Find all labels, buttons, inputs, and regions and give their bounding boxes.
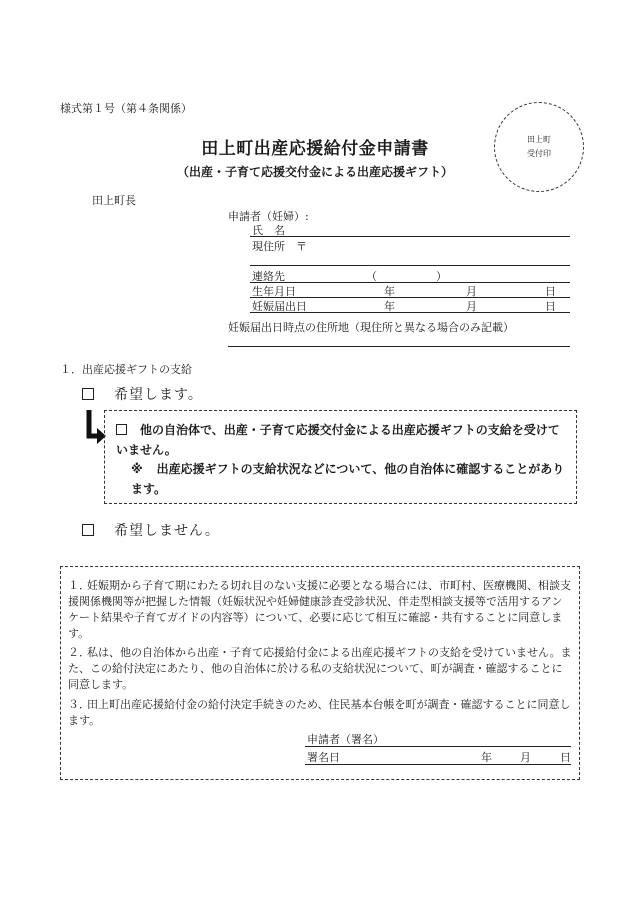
contact-paren-open: （ [366, 270, 377, 283]
note-text: 出産応援ギフトの支給状況などについて、他の自治体に確認することがあります。 [131, 462, 565, 496]
option-wish[interactable] [82, 384, 203, 404]
wish-checkbox[interactable] [82, 388, 94, 400]
stamp-line-1: 田上町 [527, 135, 551, 145]
address-field[interactable] [250, 265, 570, 266]
page-title: 田上町出産応援給付金申請書 [201, 139, 429, 159]
signature-field[interactable] [305, 746, 571, 747]
preg-day-label: 日 [545, 300, 556, 313]
sub-option-checkbox[interactable] [116, 424, 127, 435]
note-mark: ※ [131, 462, 143, 476]
birth-year-label: 年 [384, 285, 395, 298]
consent-item [68, 697, 573, 729]
consent-item [68, 578, 573, 642]
sub-option-label: 他の自治体で、出産・子育て応援交付金による出産応援ギフトの支給を受けていません。 [116, 423, 560, 457]
birth-month-label: 月 [466, 285, 477, 298]
sub-option-note [131, 459, 569, 499]
sign-day-label: 日 [560, 751, 571, 764]
name-label: 氏 名 [252, 224, 285, 237]
consent-box [60, 566, 580, 780]
birthdate-label: 生年月日 [252, 285, 296, 298]
form-number: 様式第１号（第４条関係） [60, 102, 192, 115]
consent-item-text: 妊娠期から子育て期にわたる切れ目のない支援に必要となる場合には、市町村、医療機関、相談支援関係機関等が把握した情報（妊娠状況や妊婦健康診査受診状況、伴走型相談支援等で活用するアンケート結果や子育てガイドの内容等）について、必要に応じて相互に確認・共有することに同意します。 [68, 579, 571, 640]
birth-day-label: 日 [545, 285, 556, 298]
preg-year-label: 年 [384, 300, 395, 313]
pregnancy-date-field[interactable] [250, 312, 570, 313]
sub-option[interactable] [116, 420, 571, 460]
consent-item-number: １． [68, 579, 90, 592]
consent-item-text: 私は、他の自治体から出産・子育て応援給付金による出産応援ギフトの支給を受けていません。また、この給付決定にあたり、他の自治体に於ける私の支給状況について、町が調査・確認することに同意します。 [68, 646, 572, 691]
residence-field[interactable] [228, 346, 570, 347]
residence-note: 妊娠届出日時点の住所地（現住所と異なる場合のみ記載） [228, 321, 514, 334]
sign-year-label: 年 [481, 751, 492, 764]
contact-field[interactable] [250, 282, 570, 283]
no-wish-checkbox[interactable] [82, 524, 94, 536]
contact-label: 連絡先 [252, 270, 285, 283]
address-label: 現住所 〒 [252, 240, 307, 253]
consent-item-number: ２． [68, 646, 90, 659]
addressee: 田上町長 [92, 194, 136, 207]
contact-paren-close: ） [436, 270, 447, 283]
sub-option-box [104, 410, 577, 504]
consent-item-number: ３． [68, 698, 90, 711]
name-field[interactable] [250, 236, 570, 237]
option-no-wish[interactable] [82, 520, 220, 540]
section-heading-gift: １．出産応援ギフトの支給 [60, 363, 192, 376]
page-subtitle: （出産・子育て応援交付金による出産応援ギフト） [176, 165, 453, 179]
sign-month-label: 月 [520, 751, 531, 764]
preg-month-label: 月 [466, 300, 477, 313]
wish-label: 希望します。 [114, 387, 203, 403]
sign-date-label: 署名日 [307, 751, 340, 764]
consent-item [68, 645, 573, 693]
applicant-label: 申請者（妊婦）: [228, 210, 309, 223]
pregnancy-date-label: 妊娠届出日 [252, 300, 307, 313]
no-wish-label: 希望しません。 [114, 523, 220, 539]
sign-date-field[interactable] [305, 764, 571, 765]
stamp-line-2: 受付印 [527, 149, 551, 158]
signature-label: 申請者（署名） [307, 733, 384, 746]
consent-item-text: 田上町出産応援給付金の給付決定手続きのため、住民基本台帳を町が調査・確認することに同意します。 [68, 698, 571, 727]
